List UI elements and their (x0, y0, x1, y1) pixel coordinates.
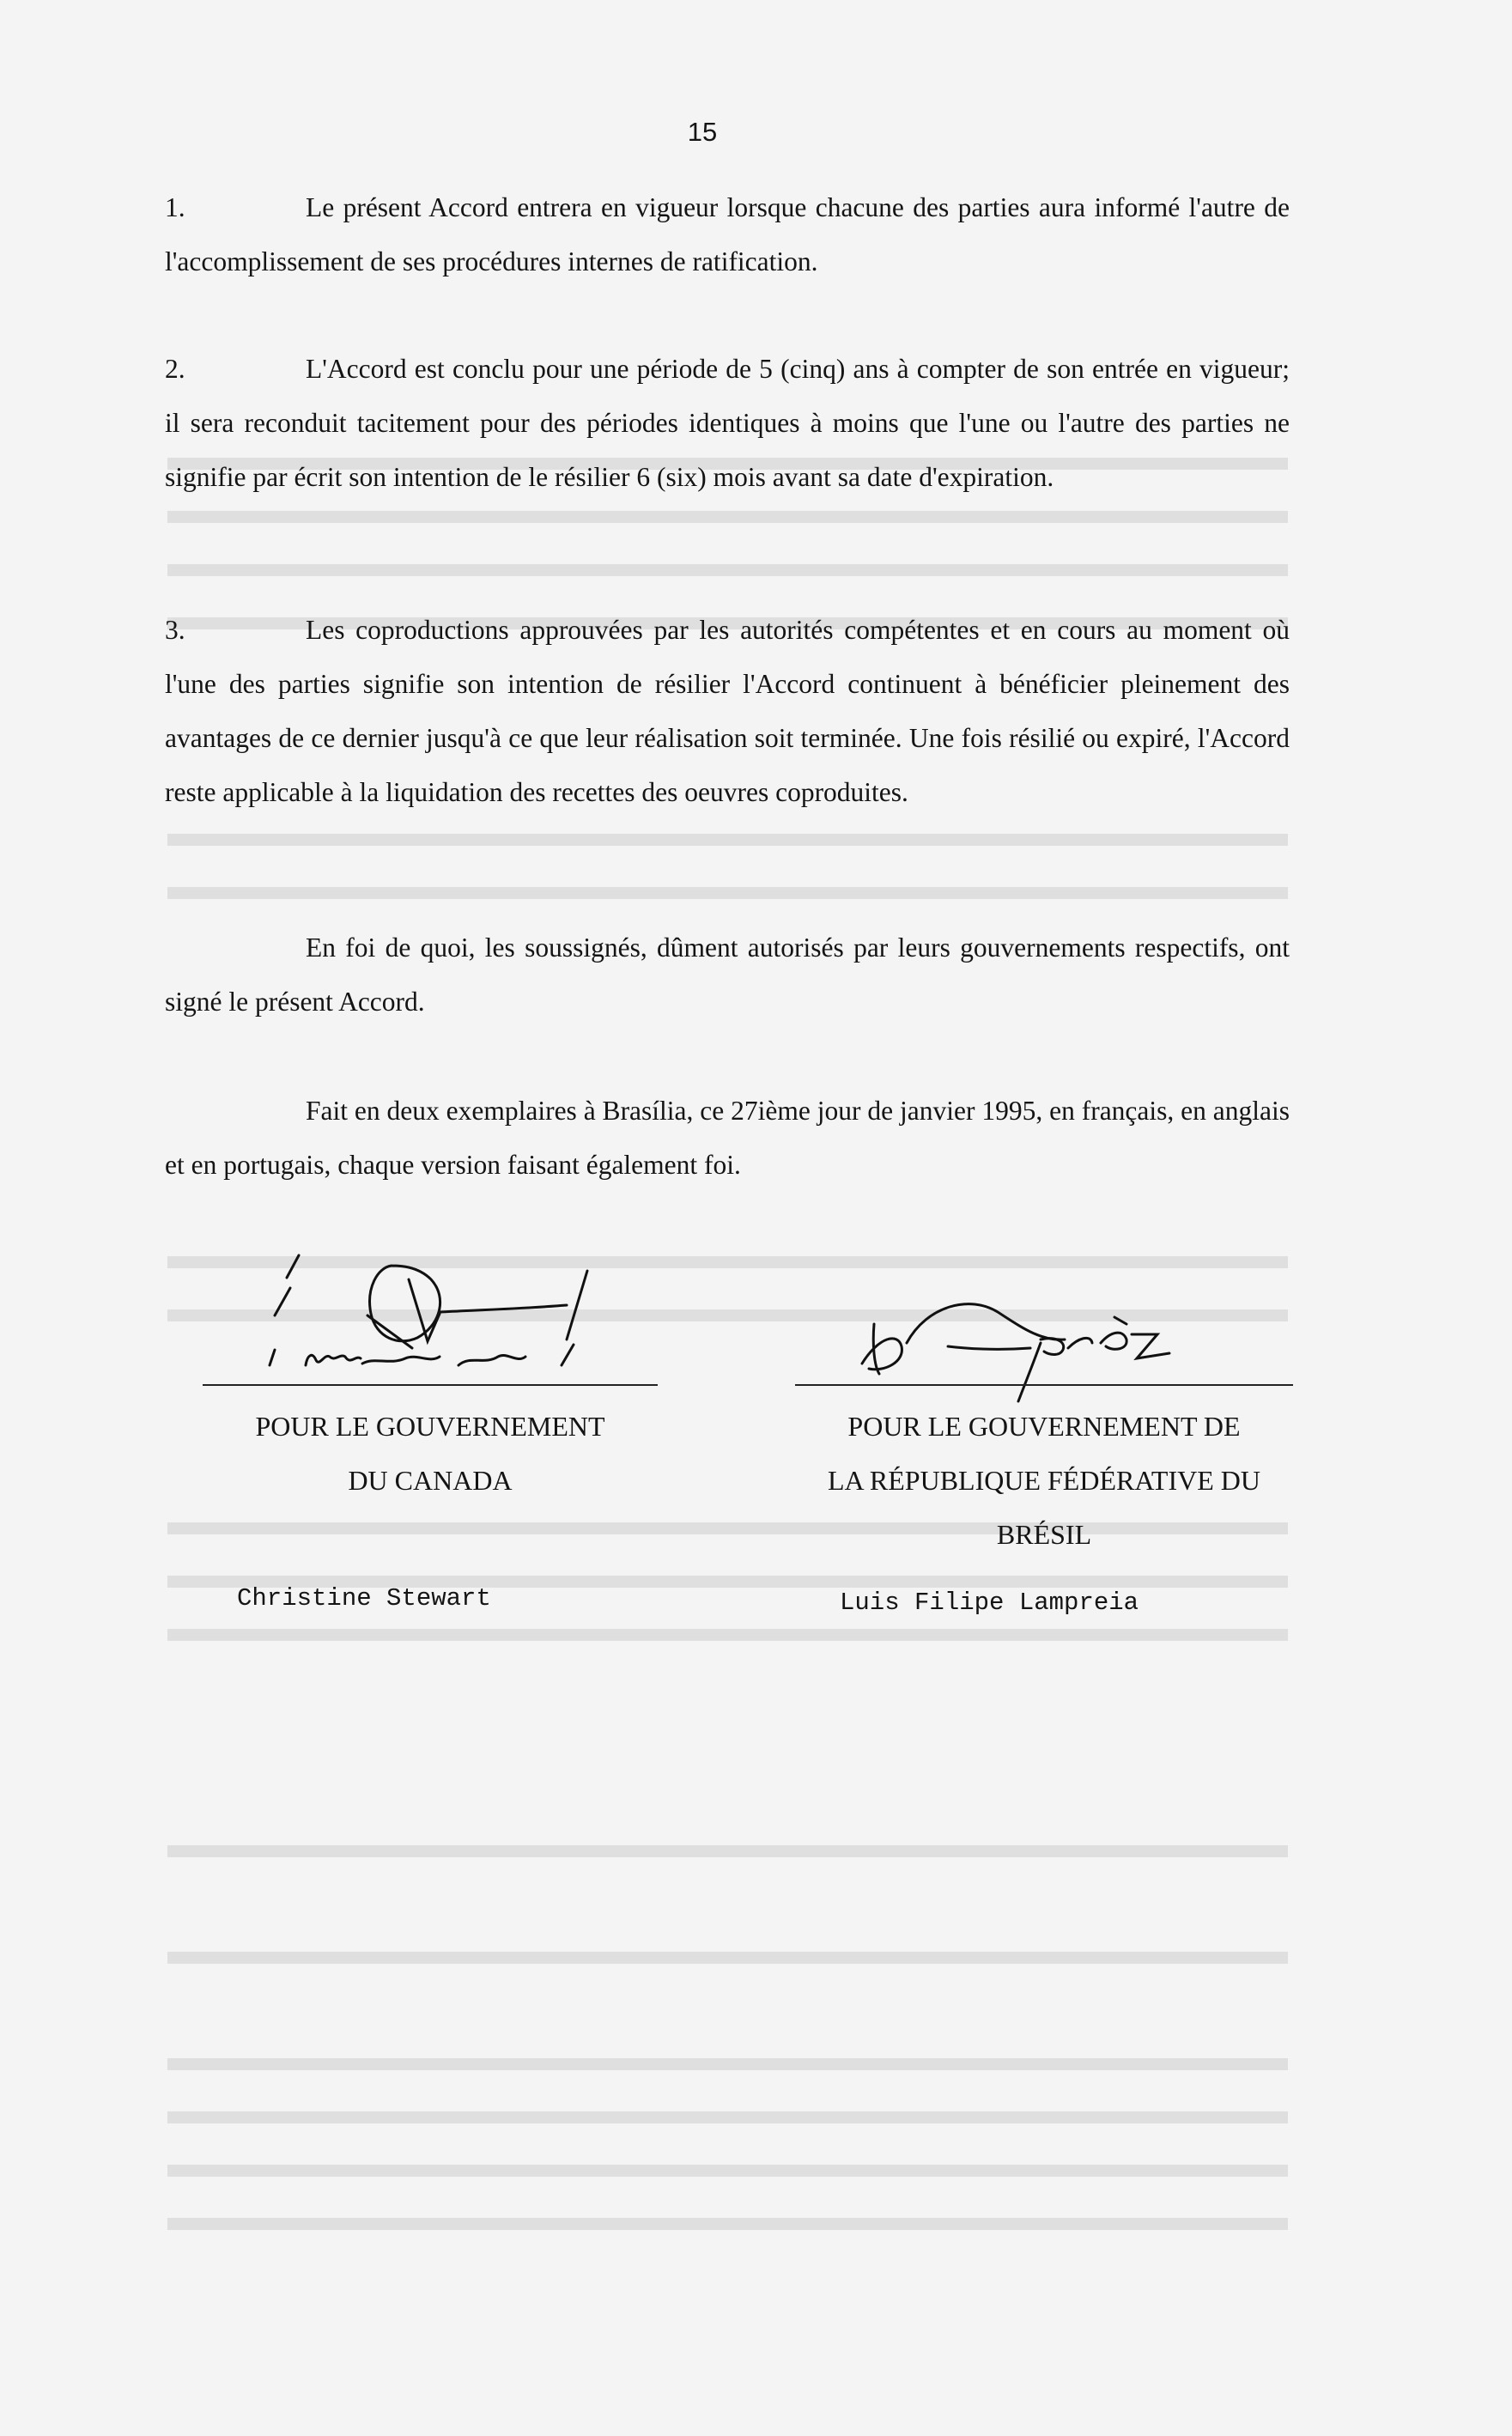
signatory-name-brazil: Luis Filipe Lampreia (840, 1589, 1139, 1617)
signature-canada (215, 1236, 627, 1382)
page-number: 15 (687, 117, 718, 147)
paragraph-text: Les coproductions approuvées par les autorités compétentes et en cours au moment où l'une des parties signifie son intention de résilier l'Accord continuent à bénéficier pleinement des avantages de ce dernier jusqu'à ce que leur réalisation soit terminée. Une fois résilié ou expiré, l'Accord reste applicable à la liquidation des recettes des oeuvres coproduites. (165, 615, 1290, 807)
caption-line: POUR LE GOUVERNEMENT DE (847, 1411, 1241, 1442)
witness-clause: En foi de quoi, les soussignés, dûment autorisés par leurs gouvernements respectifs, ont signé le présent Accord. (165, 932, 1290, 1017)
signature-line-brazil (795, 1384, 1293, 1386)
signatory-name-canada: Christine Stewart (237, 1584, 491, 1613)
caption-line: LA RÉPUBLIQUE FÉDÉRATIVE DU (828, 1465, 1260, 1496)
article-paragraph-3 (165, 603, 1290, 819)
paragraph-text: L'Accord est conclu pour une période de 5 (cinq) ans à compter de son entrée en vigueur; il sera reconduit tacitement pour des périodes identiques à moins que l'une ou l'autre des parties ne signifie par écrit son intention de le résilier 6 (six) mois avant sa date d'expiration. (165, 354, 1290, 492)
caption-line: DU CANADA (348, 1465, 513, 1496)
caption-line: POUR LE GOUVERNEMENT (255, 1411, 605, 1442)
paragraph-number: 2. (165, 354, 185, 384)
signature-brazil (773, 1271, 1219, 1408)
article-paragraph-2 (165, 342, 1290, 504)
signatory-caption-brazil (778, 1400, 1310, 1562)
paragraph-number: 3. (165, 615, 185, 645)
paragraph-text: Le présent Accord entrera en vigueur lorsque chacune des parties aura informé l'autre de l'accomplissement de ses procédures internes de ratification. (165, 192, 1290, 276)
signature-line-canada (203, 1384, 658, 1386)
article-paragraph-1 (165, 180, 1290, 289)
caption-line: BRÉSIL (996, 1519, 1092, 1550)
paragraph-number: 1. (165, 192, 185, 222)
done-at-clause: Fait en deux exemplaires à Brasília, ce 27ième jour de janvier 1995, en français, en anglais et en portugais, chaque version faisant également foi. (165, 1096, 1290, 1180)
signatory-caption-canada (203, 1400, 658, 1508)
